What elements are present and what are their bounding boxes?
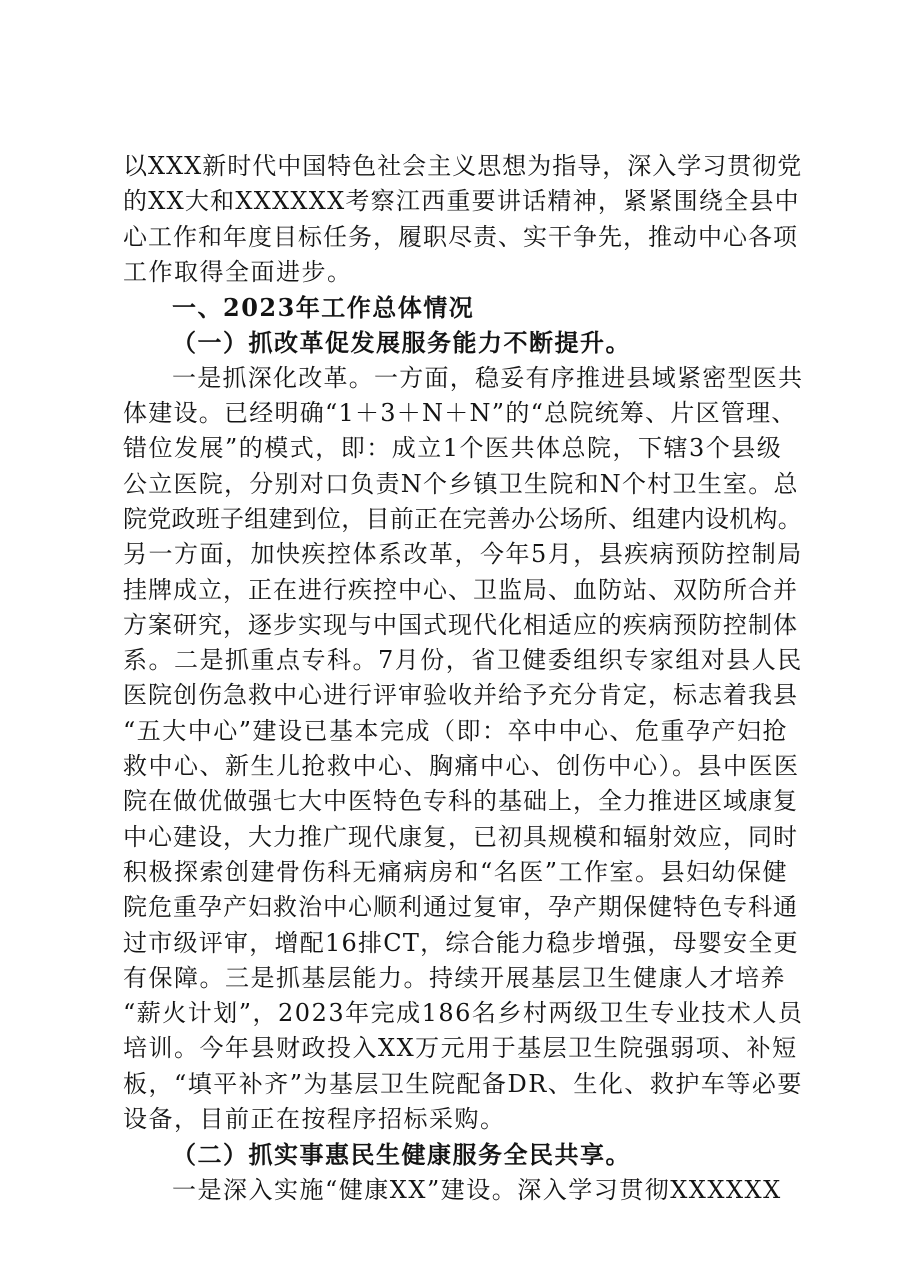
paragraph-line: 过市级评审，增配16排CT，综合能力稳步增强，母婴安全更 xyxy=(123,928,799,957)
paragraph-line: 公立医院，分别对口负责N个乡镇卫生院和N个村卫生室。总 xyxy=(123,469,799,498)
paragraph-line: 中心建设，大力推广现代康复，已初具规模和辐射效应，同时 xyxy=(123,822,798,851)
paragraph-line: 一是深入实施“健康XX”建设。深入学习贯彻XXXXXX xyxy=(172,1175,782,1204)
paragraph-line: 板，“填平补齐”为基层卫生院配备DR、生化、救护车等必要 xyxy=(123,1069,803,1098)
paragraph-line: 方案研究，逐步实现与中国式现代化相适应的疾病预防控制体 xyxy=(123,610,798,639)
paragraph-line: “薪火计划”，2023年完成186名乡村两级卫生专业技术人员 xyxy=(123,999,804,1028)
paragraph-line: 体建设。已经明确“1＋3＋N＋N”的“总院统筹、片区管理、 xyxy=(123,399,797,428)
paragraph-line: “五大中心”建设已基本完成（即：卒中中心、危重孕产妇抢 xyxy=(123,716,789,745)
paragraph-line: 设备，目前正在按程序招标采购。 xyxy=(123,1105,506,1134)
paragraph-line: 心工作和年度目标任务，履职尽责、实干争先，推动中心各项 xyxy=(123,222,798,251)
paragraph-line: 培训。今年县财政投入XX万元用于基层卫生院强弱项、补短 xyxy=(123,1034,798,1063)
paragraph-line: 医院创伤急救中心进行评审验收并给予充分肯定，标志着我县 xyxy=(123,681,798,710)
paragraph-line: 院在做优做强七大中医特色专科的基础上，全力推进区域康复 xyxy=(123,787,798,816)
paragraph-line: 错位发展”的模式，即：成立1个医共体总院，下辖3个县级 xyxy=(123,434,783,463)
section-heading-line: （一）抓改革促发展服务能力不断提升。 xyxy=(172,328,631,358)
paragraph-line: 有保障。三是抓基层能力。持续开展基层卫生健康人才培养 xyxy=(123,963,786,992)
paragraph-line: 的XX大和XXXXXX考察江西重要讲话精神，紧紧围绕全县中 xyxy=(123,187,800,216)
section-heading-line: 一、2023年工作总体情况 xyxy=(172,293,475,323)
paragraph-line: 系。二是抓重点专科。7月份，省卫健委组织专家组对县人民 xyxy=(123,646,803,675)
paragraph-line: 一是抓深化改革。一方面，稳妥有序推进县域紧密型医共 xyxy=(172,363,804,392)
paragraph-line: 救中心、新生儿抢救中心、胸痛中心、创伤中心）。县中医医 xyxy=(123,752,800,781)
paragraph-line: 以XXX新时代中国特色社会主义思想为指导，深入学习贯彻党 xyxy=(123,152,803,180)
paragraph-line: 挂牌成立，正在进行疾控中心、卫监局、血防站、双防所合并 xyxy=(123,575,798,604)
paragraph-line: 积极探索创建骨伤科无痛病房和“名医”工作室。县妇幼保健 xyxy=(123,857,789,886)
paragraph-line: 院危重孕产妇救治中心顺利通过复审，孕产期保健特色专科通 xyxy=(123,893,798,922)
document-body xyxy=(123,149,803,1208)
paragraph-line: 工作取得全面进步。 xyxy=(123,257,353,286)
section-heading-line: （二）抓实事惠民生健康服务全民共享。 xyxy=(172,1140,631,1170)
paragraph-line: 院党政班子组建到位，目前正在完善办公场所、组建内设机构。 xyxy=(123,504,802,533)
paragraph-line: 另一方面，加快疾控体系改革，今年5月，县疾病预防控制局 xyxy=(123,540,803,569)
